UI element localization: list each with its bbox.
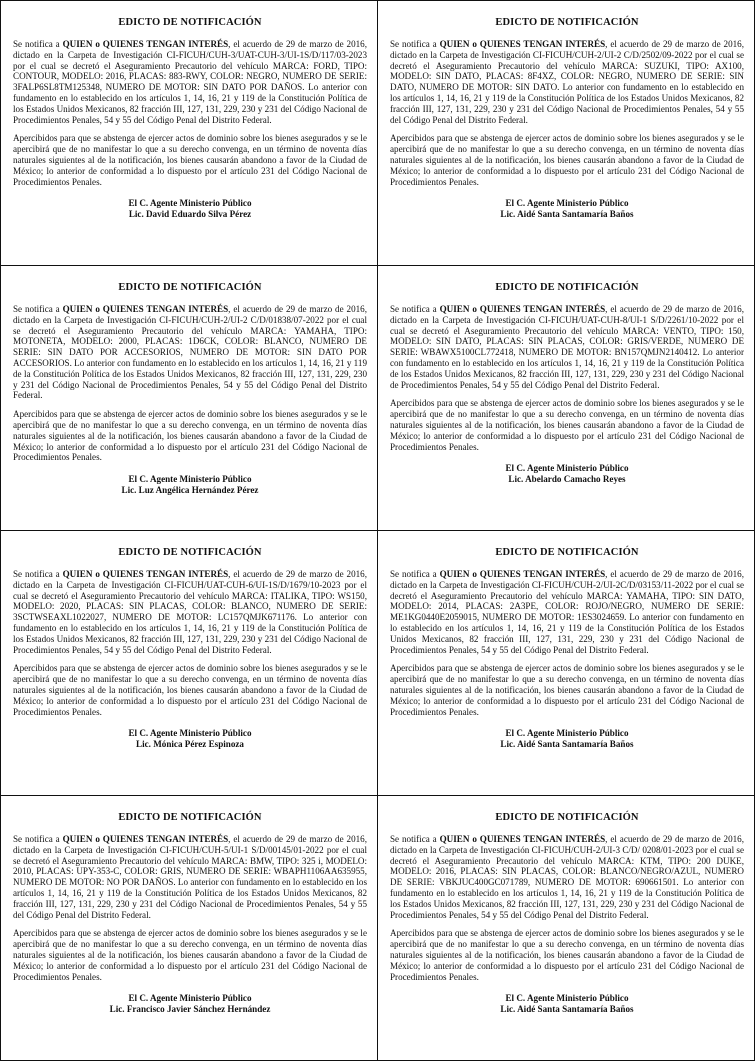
signer-role: El C. Agente Ministerio Público — [505, 463, 629, 474]
edict-title: EDICTO DE NOTIFICACIÓN — [495, 812, 639, 823]
addressee: QUIEN o QUIENES TENGAN INTERÉS — [62, 569, 229, 579]
signer-role: El C. Agente Ministerio Público — [505, 198, 629, 209]
signer-role: El C. Agente Ministerio Público — [128, 474, 252, 485]
edict-notice — [378, 1, 754, 266]
signer-name: Lic. Mónica Pérez Espinoza — [136, 739, 244, 750]
signature-block — [13, 198, 367, 220]
edict-notice — [378, 796, 754, 1060]
edict-body: Se notifica a QUIEN o QUIENES TENGAN INTERÉS, el acuerdo de 29 de marzo de 2016, dictado en la Carpeta de Investigación CI-FICUH/CUH-2/UI-2C/D/03153/11-2022 por el cual se decretó el Aseguramiento Precautorio del vehículo MARCA: YAMAHA, TIPO: SIN DATO, MODELO: 2014, PLACAS: 2A3PE, COLOR: ROJO/NEGRO, NUMERO DE SERIE: ME1KG0440E2059015, NUMERO DE MOTOR: 1ES3024659. Lo anterior con fundamento en lo establecido en los artículos 1, 14, 16, 21 y 119 de la Constitución Política de los Estados Unidos Mexicanos, 82 fracción III, 127, 131, 229, 230 y 231 del Código Nacional de Procedimientos Penales, 54 y 55 del Código Penal del Distrito Federal. — [390, 569, 744, 655]
edict-body: Se notifica a QUIEN o QUIENES TENGAN INTERÉS, el acuerdo de 29 de marzo de 2016, dictado en la Carpeta de Investigación CI-FICUH/CUH-2/UI-2 C/D/2502/09-2022 por el cual se decretó el Aseguramiento Precautorio del vehículo MARCA: SUZUKI, TIPO: AX100, MODELO: SIN DATO, PLACAS: 8F4XZ, COLOR: NEGRO, NUMERO DE SERIE: SIN DATO, NUMERO DE MOTOR: SIN DATO. Lo anterior con fundamento en lo establecido en los artículos 1, 14, 16, 21 y 119 de la Constitución Política de los Estados Unidos Mexicanos, 82 fracción III, 127, 131, 229, 230 y 231 del Código Nacional de Procedimientos Penales, 54 y 55 del Código Penal del Distrito Federal. — [390, 39, 744, 125]
edict-notice — [1, 531, 378, 796]
signer-name: Lic. Aidé Santa Santamaría Baños — [500, 209, 634, 220]
edict-notice — [1, 266, 378, 531]
edict-body: Se notifica a QUIEN o QUIENES TENGAN INTERÉS, el acuerdo de 29 de marzo de 2016, dictado en la Carpeta de Investigación CI-FICUH/CUH-5/UI-1 S/D/00145/01-2022 por el cual se decretó el Aseguramiento Precautorio del vehículo MARCA: BMW, TIPO: 325 i, MODELO: 2010, PLACAS: UPY-353-C, COLOR: GRIS, NUMERO DE SERIE: WBAPH1106AA635955, NUMERO DE MOTOR: NO POR DAÑOS. Lo anterior con fundamento en lo establecido en los artículos 1, 14, 16, 21 y 119 de la Constitución Política de los Estados Unidos Mexicanos, 82 fracción III, 127, 131, 229, 230 y 231 del Código Nacional de Procedimientos Penales, 54 y 55 del Código Penal del Distrito Federal. — [13, 834, 367, 920]
signer-role: El C. Agente Ministerio Público — [128, 728, 252, 739]
edict-title: EDICTO DE NOTIFICACIÓN — [118, 547, 262, 558]
edict-title: EDICTO DE NOTIFICACIÓN — [495, 547, 639, 558]
edict-notice — [1, 796, 378, 1060]
signer-role: El C. Agente Ministerio Público — [505, 728, 629, 739]
edict-warning: Apercibidos para que se abstenga de ejercer actos de dominio sobre los bienes asegurados y se le apercibirá que de no manifestar lo que a su derecho convenga, en un término de noventa días naturales siguientes al de la notificación, los bienes causarán abandono a favor de la Ciudad de México; lo anterior de conformidad a lo dispuesto por el artículo 231 del Código Nacional de Procedimientos Penales. — [390, 398, 744, 452]
edict-body: Se notifica a QUIEN o QUIENES TENGAN INTERÉS, el acuerdo de 29 de marzo de 2016, dictado en la Carpeta de Investigación CI-FICUH/UAT-CUH-8/UI-1 S/D/2261/10-2022 por el cual se decretó el Aseguramiento Precautorio del vehículo MARCA: VENTO, TIPO: 150, MODELO: SIN DATO, PLACAS: SIN PLACAS, COLOR: GRIS/VERDE, NUMERO DE SERIE: WBAWX5100CL772418, NUMERO DE MOTOR: BN157QMJN2140412. Lo anterior con fundamento en lo establecido en los artículos 1, 14, 16, 21 y 119 de la Constitución Política de los Estados Unidos Mexicanos, 82 fracción III, 127, 131, 229, 230 y 231 del Código Nacional de Procedimientos Penales, 54 y 55 del Código Penal del Distrito Federal. — [390, 304, 744, 390]
edict-notice — [378, 266, 754, 531]
edict-warning: Apercibidos para que se abstenga de ejercer actos de dominio sobre los bienes asegurados y se le apercibirá que de no manifestar lo que a su derecho convenga, en un término de noventa días naturales siguientes al de la notificación, los bienes causarán abandono a favor de la Ciudad de México; lo anterior de conformidad a lo dispuesto por el artículo 231 del Código Nacional de Procedimientos Penales. — [390, 663, 744, 717]
signer-name: Lic. Abelardo Camacho Reyes — [508, 474, 626, 485]
edict-warning: Apercibidos para que se abstenga de ejercer actos de dominio sobre los bienes asegurados y se le apercibirá que de no manifestar lo que a su derecho convenga, en un término de noventa días naturales siguientes al de la notificación, los bienes causarán abandono a favor de la Ciudad de México; lo anterior de conformidad a lo dispuesto por el artículo 231 del Código Nacional de Procedimientos Penales. — [13, 928, 367, 982]
edict-body: Se notifica a QUIEN o QUIENES TENGAN INTERÉS, el acuerdo de 29 de marzo de 2016, dictado en la Carpeta de Investigación CI-FICUH/CUH-3/UAT-CUH-3/UI-1S/D/117/03-2023 por el cual se decretó el Aseguramiento Precautorio del vehículo MARCA: FORD, TIPO: CONTOUR, MODELO: 2016, PLACAS: 883-RWY, COLOR: NEGRO, NUMERO DE SERIE: 3FALP6SL8TM125348, NUMERO DE MOTOR: SIN DATO POR DAÑOS. Lo anterior con fundamento en lo establecido en los artículos 1, 14, 16, 21 y 119 de la Constitución Política de los Estados Unidos Mexicanos, 82 fracción III, 127, 131, 229, 230 y 231 del Código Nacional de Procedimientos Penales, 54 y 55 del Código Penal del Distrito Federal. — [13, 39, 367, 125]
signer-name: Lic. David Eduardo Silva Pérez — [128, 209, 252, 220]
signature-block — [390, 993, 744, 1015]
signer-role: El C. Agente Ministerio Público — [505, 993, 629, 1004]
edict-body: Se notifica a QUIEN o QUIENES TENGAN INTERÉS, el acuerdo de 29 de marzo de 2016, dictado en la Carpeta de Investigación CI-FICUH/CUH-2/UI-3 C/D/ 0208/01-2023 por el cual se decretó el Aseguramiento Precautorio del vehículo MARCA: KTM, TIPO: 200 DUKE, MODELO: 2016, PLACAS: SIN PLACAS, COLOR: BLANCO/NEGRO/AZUL, NUMERO DE SERIE: VBKJUC400GC071789, NUMERO DE MOTOR: 690661501. Lo anterior con fundamento en lo establecido en los artículos 1, 14, 16, 21 y 119 de la Constitución Política de los Estados Unidos Mexicanos, 82 fracción III, 127, 131, 229, 230 y 231 del Código Nacional de Procedimientos Penales, 54 y 55 del Código Penal del Distrito Federal. — [390, 834, 744, 920]
edict-title: EDICTO DE NOTIFICACIÓN — [118, 812, 262, 823]
edict-warning: Apercibidos para que se abstenga de ejercer actos de dominio sobre los bienes asegurados y se le apercibirá que de no manifestar lo que a su derecho convenga, en un término de noventa días naturales siguientes al de la notificación, los bienes causarán abandono a favor de la Ciudad de México; lo anterior de conformidad a lo dispuesto por el artículo 231 del Código Nacional de Procedimientos Penales. — [13, 663, 367, 717]
edict-warning: Apercibidos para que se abstenga de ejercer actos de dominio sobre los bienes asegurados y se le apercibirá que de no manifestar lo que a su derecho convenga, en un término de noventa días naturales siguientes al de la notificación, los bienes causarán abandono a favor de la Ciudad de México; lo anterior de conformidad a lo dispuesto por el artículo 231 del Código Nacional de Procedimientos Penales. — [390, 928, 744, 982]
edict-title: EDICTO DE NOTIFICACIÓN — [118, 282, 262, 293]
addressee: QUIEN o QUIENES TENGAN INTERÉS — [62, 39, 229, 49]
addressee: QUIEN o QUIENES TENGAN INTERÉS — [439, 304, 606, 314]
edict-warning: Apercibidos para que se abstenga de ejercer actos de dominio sobre los bienes asegurados y se le apercibirá que de no manifestar lo que a su derecho convenga, en un término de noventa días naturales siguientes al de la notificación, los bienes causarán abandono a favor de la Ciudad de México; lo anterior de conformidad a lo dispuesto por el artículo 231 del Código Nacional de Procedimientos Penales. — [13, 133, 367, 187]
edict-warning: Apercibidos para que se abstenga de ejercer actos de dominio sobre los bienes asegurados y se le apercibirá que de no manifestar lo que a su derecho convenga, en un término de noventa días naturales siguientes al de la notificación, los bienes causarán abandono a favor de la Ciudad de México; lo anterior de conformidad a lo dispuesto por el artículo 231 del Código Nacional de Procedimientos Penales. — [390, 133, 744, 187]
edict-title: EDICTO DE NOTIFICACIÓN — [495, 17, 639, 28]
signature-block — [390, 728, 744, 750]
addressee: QUIEN o QUIENES TENGAN INTERÉS — [439, 569, 606, 579]
signature-block — [13, 728, 367, 750]
edict-warning: Apercibidos para que se abstenga de ejercer actos de dominio sobre los bienes asegurados y se le apercibirá que de no manifestar lo que a su derecho convenga, en un término de noventa días naturales siguientes al de la notificación, los bienes causarán abandono a favor de la Ciudad de México; lo anterior de conformidad a lo dispuesto por el artículo 231 del Código Nacional de Procedimientos Penales. — [13, 409, 367, 463]
addressee: QUIEN o QUIENES TENGAN INTERÉS — [62, 834, 229, 844]
signature-block — [13, 993, 367, 1015]
signature-block — [13, 474, 367, 496]
signer-role: El C. Agente Ministerio Público — [128, 993, 252, 1004]
edict-notice — [1, 1, 378, 266]
signer-role: El C. Agente Ministerio Público — [128, 198, 252, 209]
addressee: QUIEN o QUIENES TENGAN INTERÉS — [62, 304, 229, 314]
edict-title: EDICTO DE NOTIFICACIÓN — [118, 17, 262, 28]
addressee: QUIEN o QUIENES TENGAN INTERÉS — [439, 39, 606, 49]
edict-body: Se notifica a QUIEN o QUIENES TENGAN INTERÉS, el acuerdo de 29 de marzo de 2016, dictado en la Carpeta de Investigación CI-FICUH/UAT-CUH-6/UI-1S/D/1679/10-2023 por el cual se decretó el Aseguramiento Precautorio del vehículo MARCA: ITALIKA, TIPO: WS150, MODELO: 2020, PLACAS: SIN PLACAS, COLOR: BLANCO, NUMERO DE SERIE: 3SCTWSEAXL1022027, NUMERO DE MOTOR: LC157QMJK671176. Lo anterior con fundamento en lo establecido en los artículos 1, 14, 16, 21 y 119 de la Constitución Política de los Estados Unidos Mexicanos, 82 fracción III, 127, 131, 229, 230 y 231 del Código Nacional de Procedimientos Penales, 54 y 55 del Código Penal del Distrito Federal. — [13, 569, 367, 655]
edict-body: Se notifica a QUIEN o QUIENES TENGAN INTERÉS, el acuerdo de 29 de marzo de 2016, dictado en la Carpeta de Investigación CI-FICUH/CUH-2/UI-2 C/D/01838/07-2022 por el cual se decretó el Aseguramiento Precautorio del vehículo MARCA: YAMAHA, TIPO: MOTONETA, MODELO: 2000, PLACAS: 1D6CK, COLOR: BLANCO, NUMERO DE SERIE: SIN DATO POR ACCESORIOS, NUMERO DE MOTOR: SIN DATO POR ACCESORIOS. Lo anterior con fundamento en lo establecido en los artículos 1, 14, 16, 21 y 119 de la Constitución Política de los Estados Unidos Mexicanos, 82 fracción III, 127, 131, 229, 230 y 231 del Código Nacional de Procedimientos Penales, 54 y 55 del Código Penal del Distrito Federal. — [13, 304, 367, 401]
signer-name: Lic. Francisco Javier Sánchez Hernández — [109, 1004, 271, 1015]
signature-block — [390, 463, 744, 485]
edict-title: EDICTO DE NOTIFICACIÓN — [495, 282, 639, 293]
edict-notice — [378, 531, 754, 796]
signer-name: Lic. Aidé Santa Santamaría Baños — [500, 739, 634, 750]
signer-name: Lic. Luz Angélica Hernández Pérez — [121, 485, 259, 496]
signature-block — [390, 198, 744, 220]
addressee: QUIEN o QUIENES TENGAN INTERÉS — [439, 834, 606, 844]
signer-name: Lic. Aidé Santa Santamaría Baños — [500, 1004, 634, 1015]
